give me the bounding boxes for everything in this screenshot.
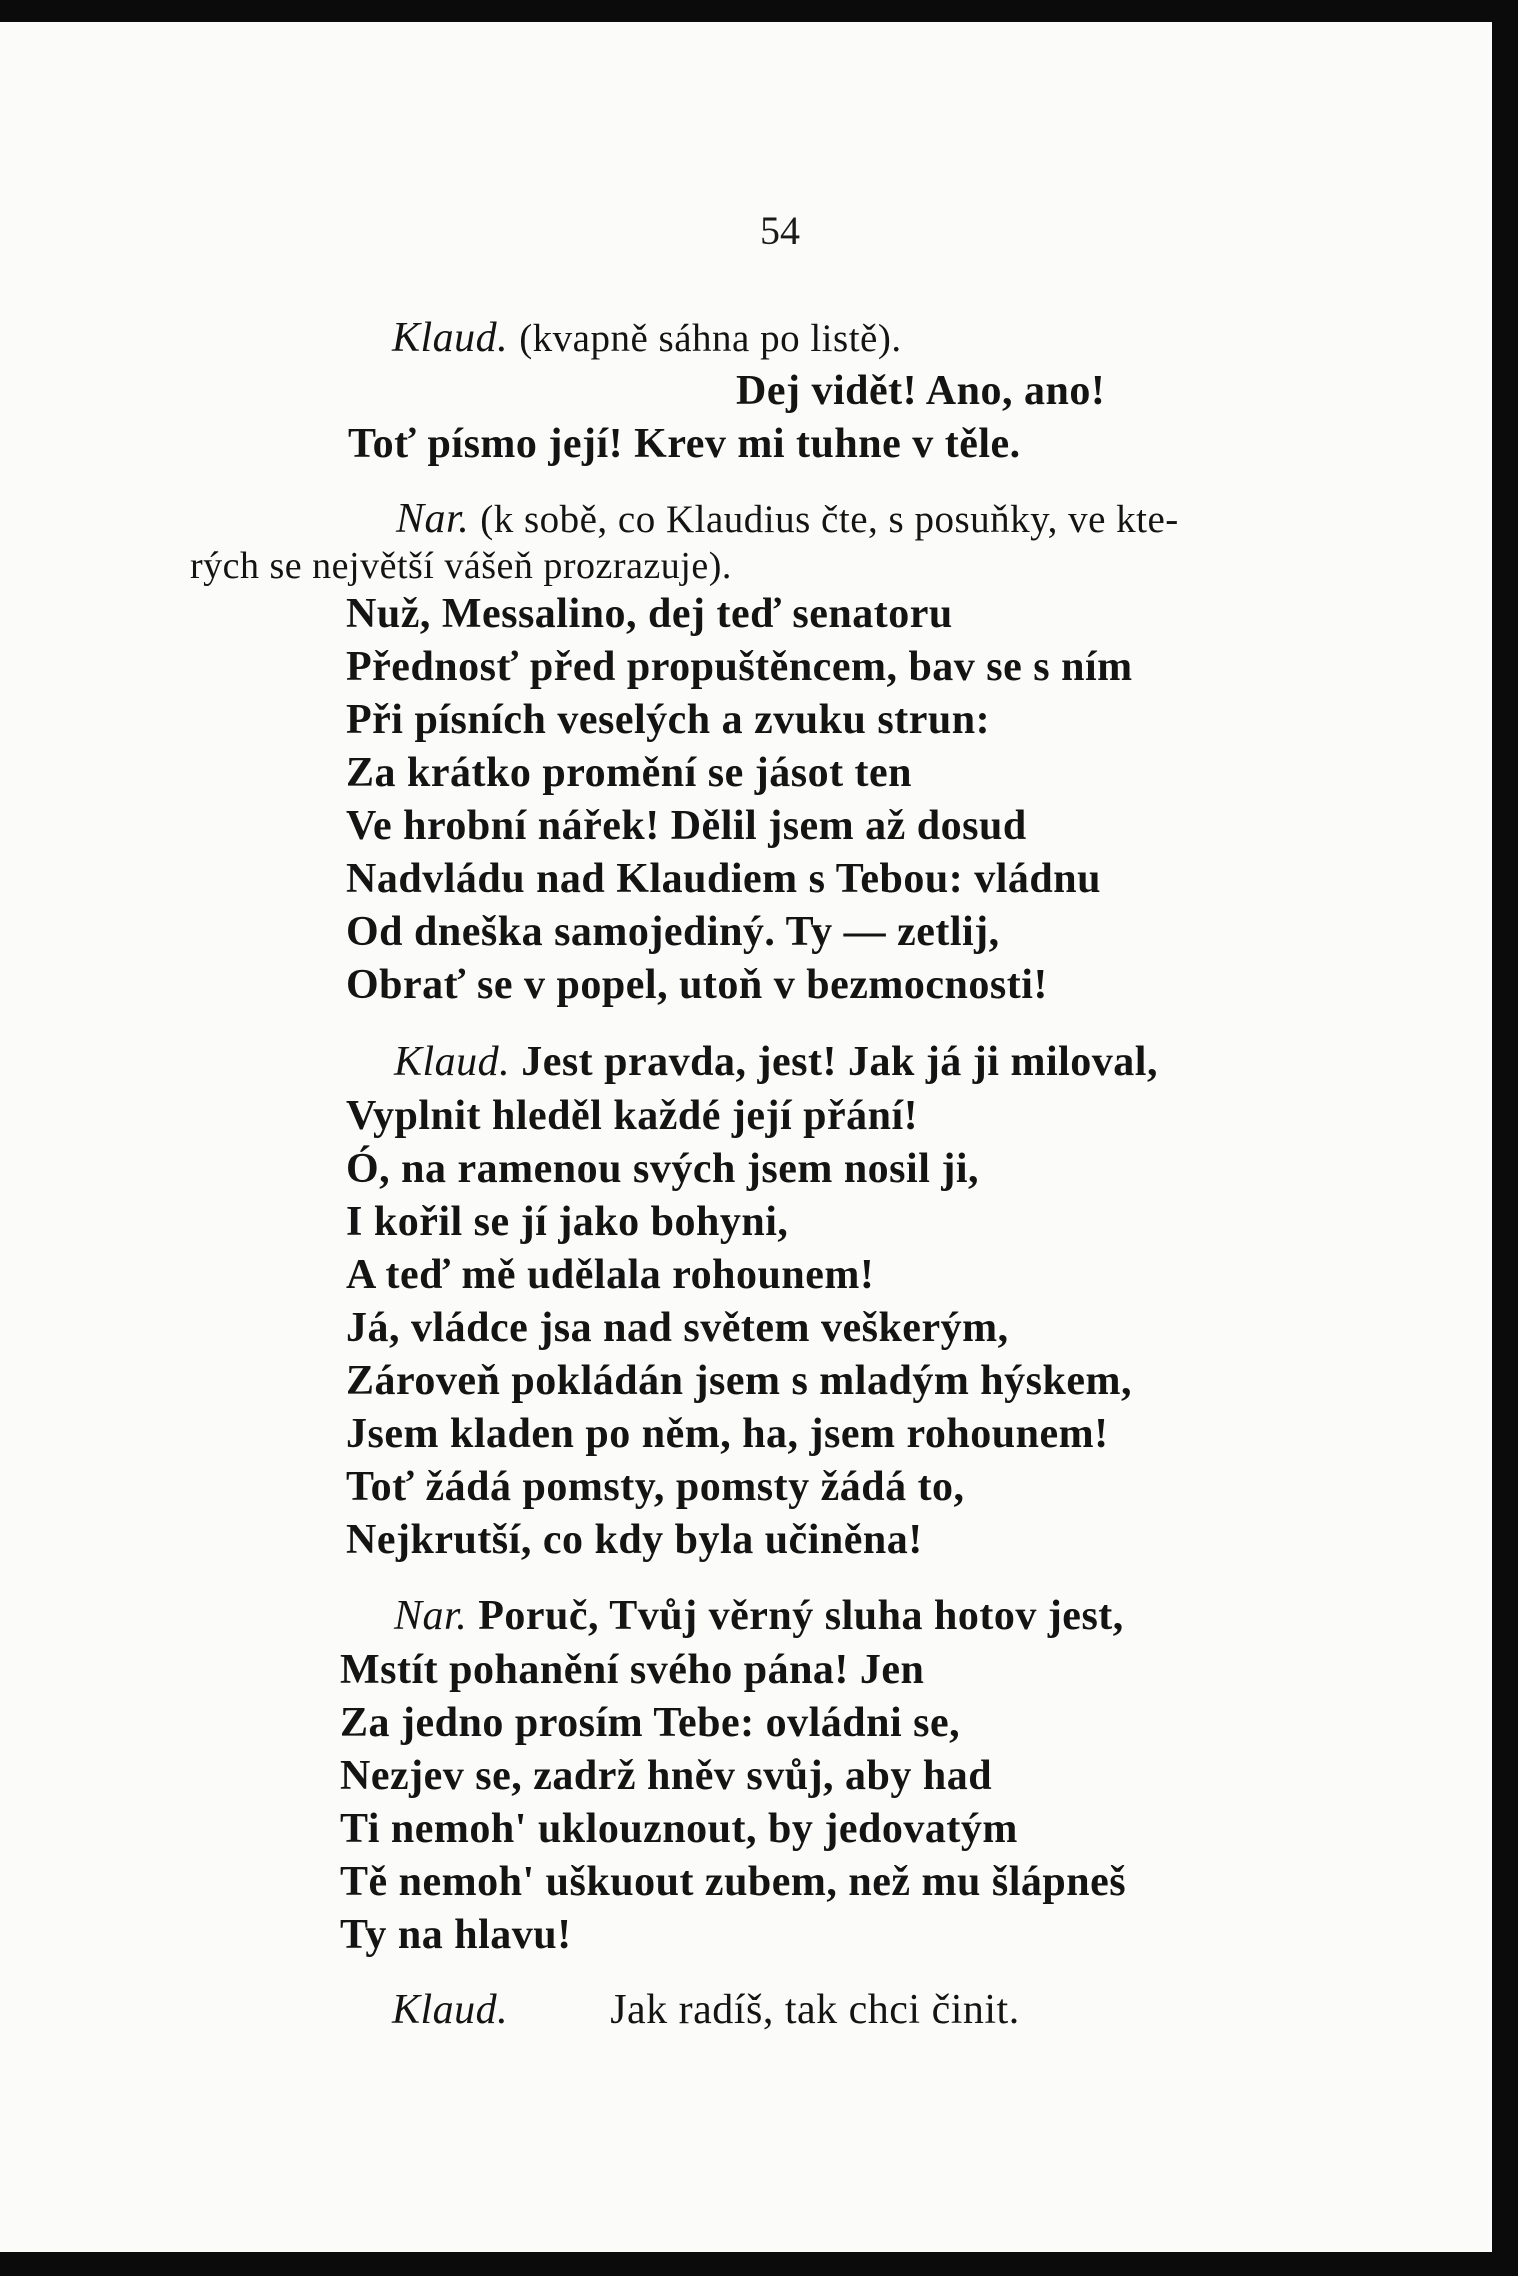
verse-text: Jest pravda, jest! Jak já ji miloval, <box>521 1039 1158 1085</box>
verse-line: Jsem kladen po něm, ha, jsem rohounem! <box>346 1411 1109 1457</box>
verse-line: Dej vidět! Ano, ano! <box>736 368 1106 414</box>
verse-line: Nuž, Messalino, dej teď senatoru <box>346 591 953 637</box>
verse-text: Jak radíš, tak chci činit. <box>610 1987 1020 2033</box>
verse-line: I kořil se jí jako bohyni, <box>346 1199 789 1245</box>
verse-line: Obrať se v popel, utoň v bezmocnosti! <box>346 962 1048 1008</box>
verse-line: Vyplnit hleděl každé její přání! <box>346 1093 919 1139</box>
book-page <box>0 22 1492 2252</box>
verse-line: Mstít pohanění svého pána! Jen <box>340 1647 925 1693</box>
verse-line: Nadvládu nad Klaudiem s Tebou: vládnu <box>346 856 1101 902</box>
verse-line: Nezjev se, zadrž hněv svůj, aby had <box>340 1753 993 1799</box>
verse-line: A teď mě udělala rohounem! <box>346 1252 875 1298</box>
speaker-name: Klaud. <box>392 1987 509 2033</box>
verse-line: Od dneška samojediný. Ty — zetlij, <box>346 909 1000 955</box>
text-line <box>394 1038 1158 1086</box>
verse-line: Toť písmo její! Krev mi tuhne v těle. <box>348 421 1021 467</box>
stage-direction: (kvapně sáhna po listě). <box>519 317 902 360</box>
verse-line: Ve hrobní nářek! Dělil jsem až dosud <box>346 803 1027 849</box>
text-line <box>392 1986 1020 2034</box>
text-line <box>396 495 1179 543</box>
text-line <box>394 1592 1124 1640</box>
verse-line: Já, vládce jsa nad světem veškerým, <box>346 1305 1009 1351</box>
verse-line: Ty na hlavu! <box>340 1912 572 1958</box>
verse-line: Ó, na ramenou svých jsem nosil ji, <box>346 1146 980 1192</box>
stage-direction: rých se největší vášeň prozrazuje). <box>190 545 732 587</box>
speaker-name: Klaud. <box>394 1039 511 1085</box>
verse-line: Zároveň pokládán jsem s mladým hýskem, <box>346 1358 1132 1404</box>
speaker-name: Nar. <box>394 1593 468 1639</box>
speaker-name: Nar. <box>396 496 470 542</box>
verse-line: Toť žádá pomsty, pomsty žádá to, <box>346 1464 965 1510</box>
verse-line: Přednosť před propuštěncem, bav se s ním <box>346 644 1133 690</box>
text-line <box>392 314 902 362</box>
verse-line: Nejkrutší, co kdy byla učiněna! <box>346 1517 923 1563</box>
stage-direction: (k sobě, co Klaudius čte, s posuňky, ve kte- <box>480 498 1179 541</box>
verse-line: Za jedno prosím Tebe: ovládni se, <box>340 1700 961 1746</box>
verse-line: Ti nemoh' uklouznout, by jedovatým <box>340 1806 1018 1852</box>
speaker-name: Klaud. <box>392 315 509 361</box>
page-number: 54 <box>760 208 800 253</box>
verse-text: Poruč, Tvůj věrný sluha hotov jest, <box>478 1593 1124 1639</box>
verse-line: Při písních veselých a zvuku strun: <box>346 697 991 743</box>
verse-line: Za krátko promění se jásot ten <box>346 750 913 796</box>
verse-line: Tě nemoh' uškuout zubem, než mu šlápneš <box>340 1859 1127 1905</box>
